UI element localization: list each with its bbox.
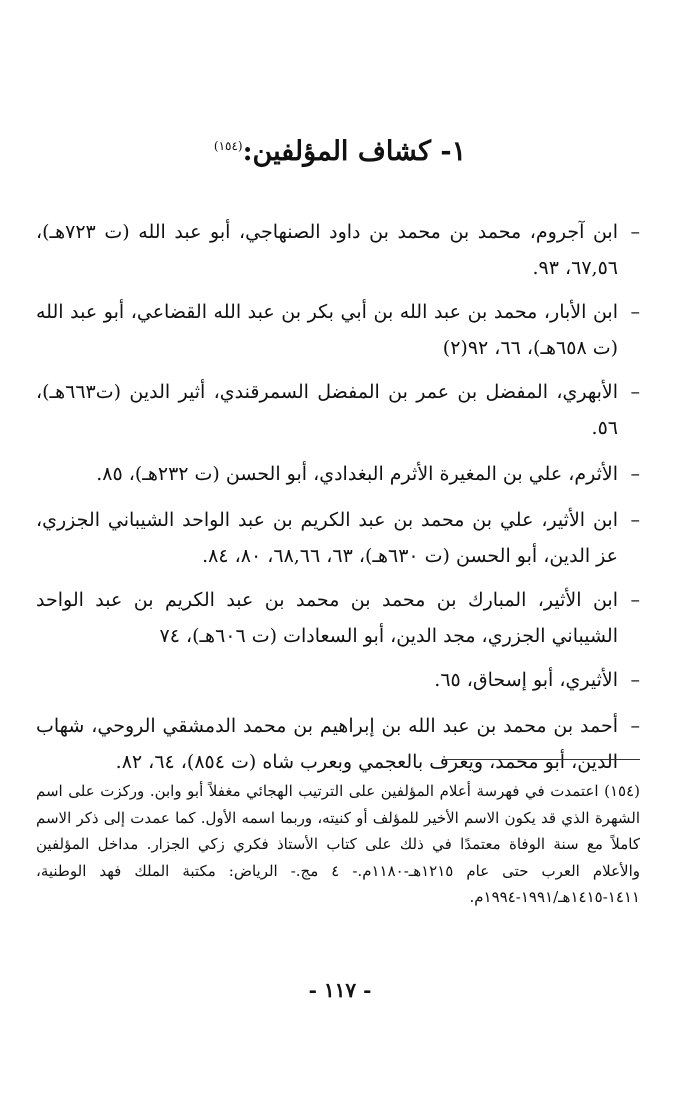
entry-dash: – [630, 715, 640, 737]
page-number: - ١١٧ - [308, 978, 372, 1002]
footnote [36, 778, 640, 911]
entry-dash: – [630, 221, 640, 243]
entry-dash: – [630, 463, 640, 485]
entry-text: ابن الأثير، علي بن محمد بن عبد الكريم بن عبد الواحد الشيباني الجزري، عز الدين، أبو الحسن (ت ٦٣٠هـ)، ٦٣، ٦٨,٦٦، ٨٠، ٨٤. [36, 509, 618, 567]
footnote-text: (١٥٤) اعتمدت في فهرسة أعلام المؤلفين على الترتيب الهجائي مغفلاً أبو وابن. وركزت على اسم الشهرة الذي قد يكون الاسم الأخير للمؤلف أو كنيته، وربما اسمه الأول. كما عمدت إلى ذكر الاسم كاملاً مع سنة الوفاة معتمدًا في ذلك على كتاب الأستاذ فكري زكي الجزار. مداخل المؤلفين والأعلام العرب حتى عام ١٢١٥هـ-١١٨٠م.- ٤ مج.- الرياض: مكتبة الملك فهد الوطنية، ١٤١١-١٤١٥هـ/١٩٩١-١٩٩٤م. [36, 782, 640, 906]
authors-index-list [36, 214, 640, 788]
entry-dash: – [630, 509, 640, 531]
entry-text: الأثرم، علي بن المغيرة الأثرم البغدادي، أبو الحسن (ت ٢٣٢هـ)، ٨٥. [96, 463, 618, 485]
index-entry [36, 582, 640, 654]
entry-text: الأثيري، أبو إسحاق، ٦٥. [434, 669, 618, 691]
section-title-text: ١- كشاف المؤلفين: [242, 136, 467, 167]
entry-text: أحمد بن محمد بن عبد الله بن إبراهيم بن محمد الدمشقي الروحي، شهاب الدين، أبو محمد، ويعرف بالعجمي وبعرب شاه (ت ٨٥٤)، ٦٤، ٨٢. [36, 715, 618, 773]
entry-dash: – [630, 589, 640, 611]
index-entry [36, 214, 640, 286]
index-entry [36, 294, 640, 366]
entry-text: ابن آجروم، محمد بن محمد بن داود الصنهاجي، أبو عبد الله (ت ٧٢٣هـ)، ٦٧,٥٦، ٩٣. [36, 221, 618, 279]
index-entry [36, 708, 640, 780]
footnote-reference: (١٥٤) [213, 139, 243, 153]
index-entry [36, 456, 640, 492]
index-entry [36, 502, 640, 574]
entry-text: ابن الأثير، المبارك بن محمد بن محمد بن عبد الكريم بن عبد الواحد الشيباني الجزري، مجد الدين، أبو السعادات (ت ٦٠٦هـ)، ٧٤ [36, 589, 618, 647]
index-entry [36, 374, 640, 446]
entry-text: ابن الأبار، محمد بن عبد الله بن أبي بكر بن عبد الله القضاعي، أبو عبد الله (ت ٦٥٨هـ)، ٦٦، ٩٢(٢) [36, 301, 618, 359]
footnote-separator [442, 759, 640, 760]
entry-text: الأبهري، المفضل بن عمر بن المفضل السمرقندي، أثير الدين (ت٦٦٣هـ)، ٥٦. [36, 381, 618, 439]
entry-dash: – [630, 669, 640, 691]
index-entry [36, 662, 640, 698]
section-title [0, 128, 680, 170]
entry-dash: – [630, 381, 640, 403]
entry-dash: – [630, 301, 640, 323]
